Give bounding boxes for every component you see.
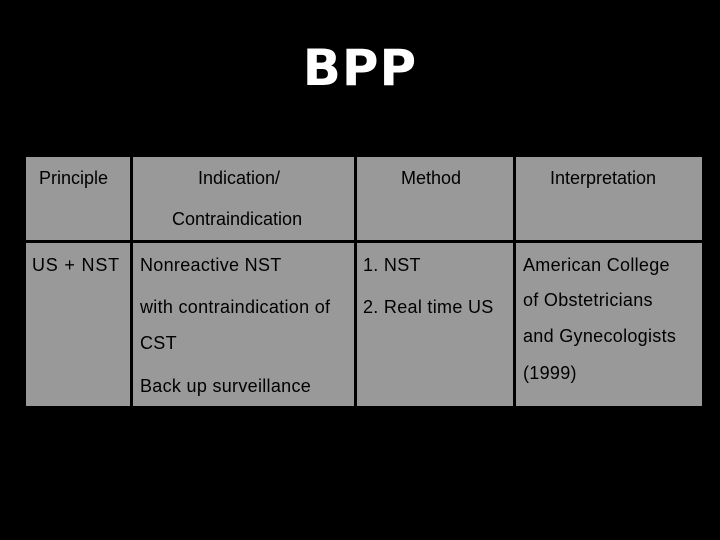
interpretation-line: of Obstetricians [523,290,653,310]
header-interpretation: Interpretation [550,168,657,188]
indication-line: with contraindication of [140,297,331,317]
principle-value: US + NST [32,255,120,275]
header-method: Method [401,168,462,188]
slide-title: BPP [302,39,418,97]
indication-line: Back up surveillance [140,376,312,396]
method-line: 2. Real time US [363,297,494,317]
method-line: 1. NST [363,255,421,275]
interpretation-line: and Gynecologists [523,326,677,346]
interpretation-line: American College [523,255,670,275]
interpretation-line: (1999) [523,363,577,383]
header-principle: Principle [39,168,109,188]
indication-line: Nonreactive NST [140,255,282,275]
indication-line: CST [140,333,177,353]
header-indication-line1: Indication/ [198,168,281,188]
header-indication-line2: Contraindication [172,209,303,229]
